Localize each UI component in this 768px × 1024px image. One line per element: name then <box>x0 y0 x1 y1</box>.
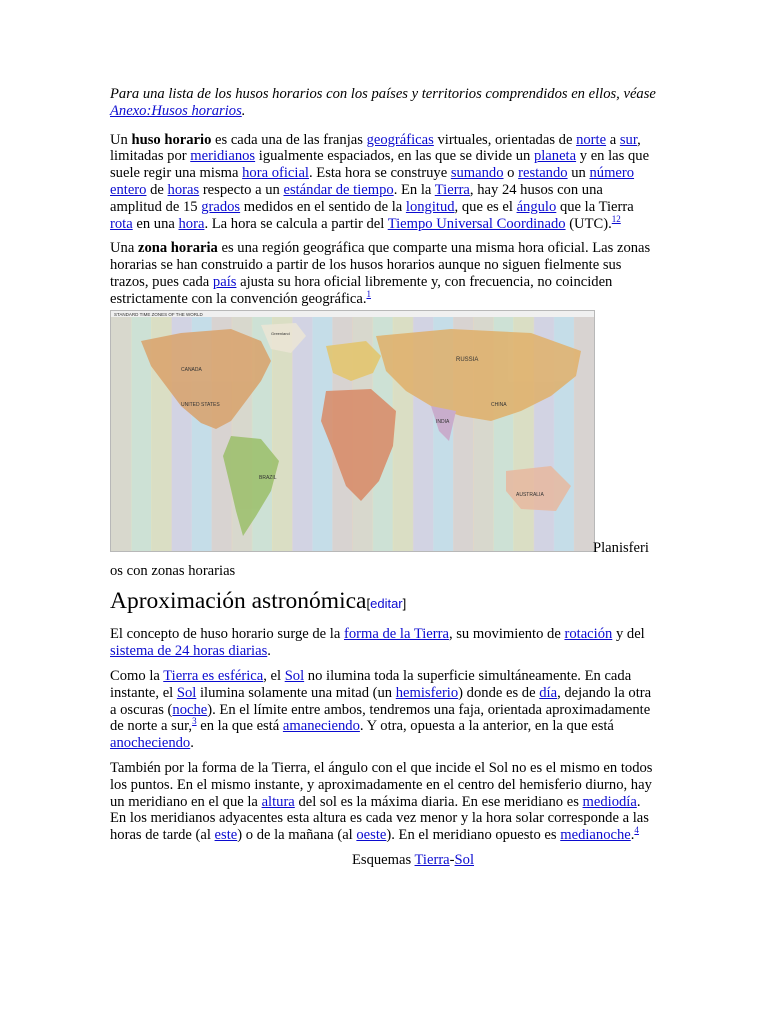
paragraph-zona-horaria <box>110 240 656 307</box>
link-angulo[interactable]: ángulo <box>516 198 557 215</box>
link-anocheciendo[interactable]: anocheciendo <box>110 735 191 752</box>
text: ) o de la mañana (al <box>237 827 357 844</box>
reference-4[interactable]: 4 <box>634 825 639 836</box>
label-brazil: BRAZIL <box>259 474 277 481</box>
link-medianoche[interactable]: medianoche <box>560 827 631 844</box>
link-norte[interactable]: norte <box>576 131 607 148</box>
text: un <box>567 165 590 182</box>
text: respecto a un <box>199 181 284 198</box>
map-caption-part1: Planisferi <box>593 539 649 556</box>
reference-1[interactable]: 1 <box>366 288 371 299</box>
text: y en las que suele regir una misma <box>110 148 650 182</box>
text: ajusta su hora oficial libremente y, con frecuencia, no coinciden estrictamente con la convención geográfica. <box>110 273 613 307</box>
hatnote-text-end: . <box>241 102 246 119</box>
link-sol[interactable]: Sol <box>284 667 305 684</box>
link-tierra[interactable]: Tierra <box>434 181 470 198</box>
article-body <box>110 86 656 877</box>
caption-esquemas <box>110 852 656 869</box>
link-geograficas[interactable]: geográficas <box>366 131 434 148</box>
link-sistema-24-horas[interactable]: sistema de 24 horas diarias <box>110 643 268 660</box>
link-dia[interactable]: día <box>539 684 558 701</box>
text: a <box>606 131 620 148</box>
link-planeta[interactable]: planeta <box>533 148 577 165</box>
label-greenland: Greenland <box>271 330 290 336</box>
edit-bracket-close: ] <box>402 596 407 612</box>
link-sumando[interactable]: sumando <box>450 165 504 182</box>
text: ilumina solamente una mitad (un <box>196 684 396 701</box>
world-time-zones-map[interactable] <box>110 310 595 552</box>
link-sol-2[interactable]: Sol <box>176 684 197 701</box>
text: . <box>190 735 194 752</box>
edit-section <box>366 596 406 611</box>
text: de <box>146 181 168 198</box>
text: no ilumina toda la superficie simultáneamente. En cada instante, el <box>110 667 632 701</box>
section-title: Aproximación astronómica <box>110 588 367 615</box>
label-australia: AUSTRALIA <box>516 491 544 498</box>
text: , su movimiento de <box>448 626 565 643</box>
link-horas[interactable]: horas <box>167 181 200 198</box>
text: virtuales, orientadas de <box>433 131 577 148</box>
reference-12[interactable]: 12 <box>611 213 621 224</box>
link-hemisferio[interactable]: hemisferio <box>395 684 459 701</box>
link-forma-de-la-tierra[interactable]: forma de la Tierra <box>343 626 449 643</box>
time-zone-stripe <box>292 317 313 551</box>
link-meridianos[interactable]: meridianos <box>190 148 256 165</box>
text: ) donde es de <box>458 684 540 701</box>
link-mediodia[interactable]: mediodía <box>582 793 637 810</box>
link-altura[interactable]: altura <box>261 793 295 810</box>
text: , dejando la otra a oscuras ( <box>110 684 652 718</box>
text: , el <box>263 667 285 684</box>
text: es una región geográfica que comparte una misma hora oficial. Las zonas horarias se han construido a partir de los husos horarios aunque no siguen fielmente sus trazos, pues cada <box>110 240 651 290</box>
link-rotacion[interactable]: rotación <box>564 626 613 643</box>
link-sur[interactable]: sur <box>619 131 638 148</box>
link-restando[interactable]: restando <box>518 165 568 182</box>
text: , que es el <box>454 198 517 215</box>
text: en una <box>132 215 179 232</box>
text: . <box>267 643 271 660</box>
label-china: CHINA <box>491 401 507 408</box>
link-hora[interactable]: hora <box>178 215 205 232</box>
text: Una <box>110 240 138 257</box>
text: es cada una de las franjas <box>211 131 367 148</box>
link-longitud[interactable]: longitud <box>405 198 455 215</box>
anexo-husos-link[interactable]: Anexo:Husos horarios <box>110 102 242 119</box>
text: Esquemas <box>351 851 415 868</box>
text: o <box>503 165 519 182</box>
text: medidos en el sentido de la <box>240 198 406 215</box>
map-image <box>111 311 594 551</box>
map-header-text: STANDARD TIME ZONES OF THE WORLD <box>114 311 203 317</box>
text: . En los meridianos adyacentes esta altura es cada vez menor y la hora solar corresponde a las horas de tarde (al <box>110 793 649 844</box>
text: Un <box>110 131 132 148</box>
text: . La hora se calcula a partir del <box>204 215 388 232</box>
link-pais[interactable]: país <box>212 273 237 290</box>
link-hora-oficial[interactable]: hora oficial <box>242 165 309 182</box>
label-russia: RUSSIA <box>456 356 479 363</box>
label-india: INDIA <box>436 418 450 425</box>
link-tierra-esferica[interactable]: Tierra es esférica <box>163 667 264 684</box>
text: . En la <box>393 181 435 198</box>
text: del sol es la máxima diaria. En ese meridiano es <box>294 793 583 810</box>
paragraph-concepto <box>110 626 656 660</box>
link-estandar-de-tiempo[interactable]: estándar de tiempo <box>283 181 394 198</box>
map-caption-part2: os con zonas horarias <box>110 562 236 579</box>
link-grados[interactable]: grados <box>201 198 241 215</box>
link-tierra-esquema[interactable]: Tierra <box>414 851 450 868</box>
text: Como la <box>110 667 164 684</box>
link-utc[interactable]: Tiempo Universal Coordinado <box>387 215 566 232</box>
link-noche[interactable]: noche <box>172 701 208 718</box>
edit-link[interactable]: editar <box>370 596 403 612</box>
link-amaneciendo[interactable]: amaneciendo <box>282 718 360 735</box>
link-numero-entero[interactable]: número entero <box>110 165 635 198</box>
text: , hay 24 husos con una amplitud de 15 <box>110 181 603 215</box>
link-sol-esquema[interactable]: Sol <box>454 851 475 868</box>
link-rota[interactable]: rota <box>110 215 133 232</box>
paragraph-huso-horario <box>110 132 656 233</box>
text: ). En el meridiano opuesto es <box>386 827 561 844</box>
section-heading <box>110 587 656 618</box>
text: - <box>449 851 455 868</box>
text: . Esta hora se construye <box>308 165 451 182</box>
reference-3[interactable]: 3 <box>192 716 197 727</box>
hatnote <box>110 86 656 120</box>
text: igualmente espaciados, en las que se divide un <box>255 148 534 165</box>
time-zone-stripe <box>111 317 132 551</box>
hatnote-text: Para una lista de los husos horarios con los países y territorios comprendidos en ellos, véase <box>110 86 656 102</box>
text: . Y otra, opuesta a la anterior, en la que está <box>359 718 614 735</box>
term-huso-horario: huso horario <box>131 131 212 148</box>
term-zona-horaria: zona horaria <box>137 240 218 257</box>
text: en la que está <box>196 718 283 735</box>
text: ). En el límite entre ambos, tendremos una faja, orientada aproximadamente de norte a sur, <box>110 701 651 735</box>
text: También por la forma de la Tierra, el ángulo con el que incide el Sol no es el mismo en todos los puntos. En el mismo instante, y aproximadamente en el centro del hemisferio diurno, hay un meridiano en el que la <box>110 759 653 810</box>
link-oeste[interactable]: oeste <box>356 827 387 844</box>
text: El concepto de huso horario surge de la <box>110 626 344 643</box>
text: y del <box>612 626 645 643</box>
text: (UTC). <box>565 215 612 232</box>
paragraph-tierra-esferica <box>110 668 656 752</box>
edit-bracket-open: [ <box>366 596 371 612</box>
text: . <box>630 827 635 844</box>
label-united-states: UNITED STATES <box>181 401 220 408</box>
link-este[interactable]: este <box>214 827 238 844</box>
text: que la Tierra <box>556 198 634 215</box>
label-canada: CANADA <box>181 366 202 373</box>
paragraph-angulo-sol <box>110 760 656 844</box>
text: , limitadas por <box>110 131 641 165</box>
map-figure <box>110 310 656 565</box>
